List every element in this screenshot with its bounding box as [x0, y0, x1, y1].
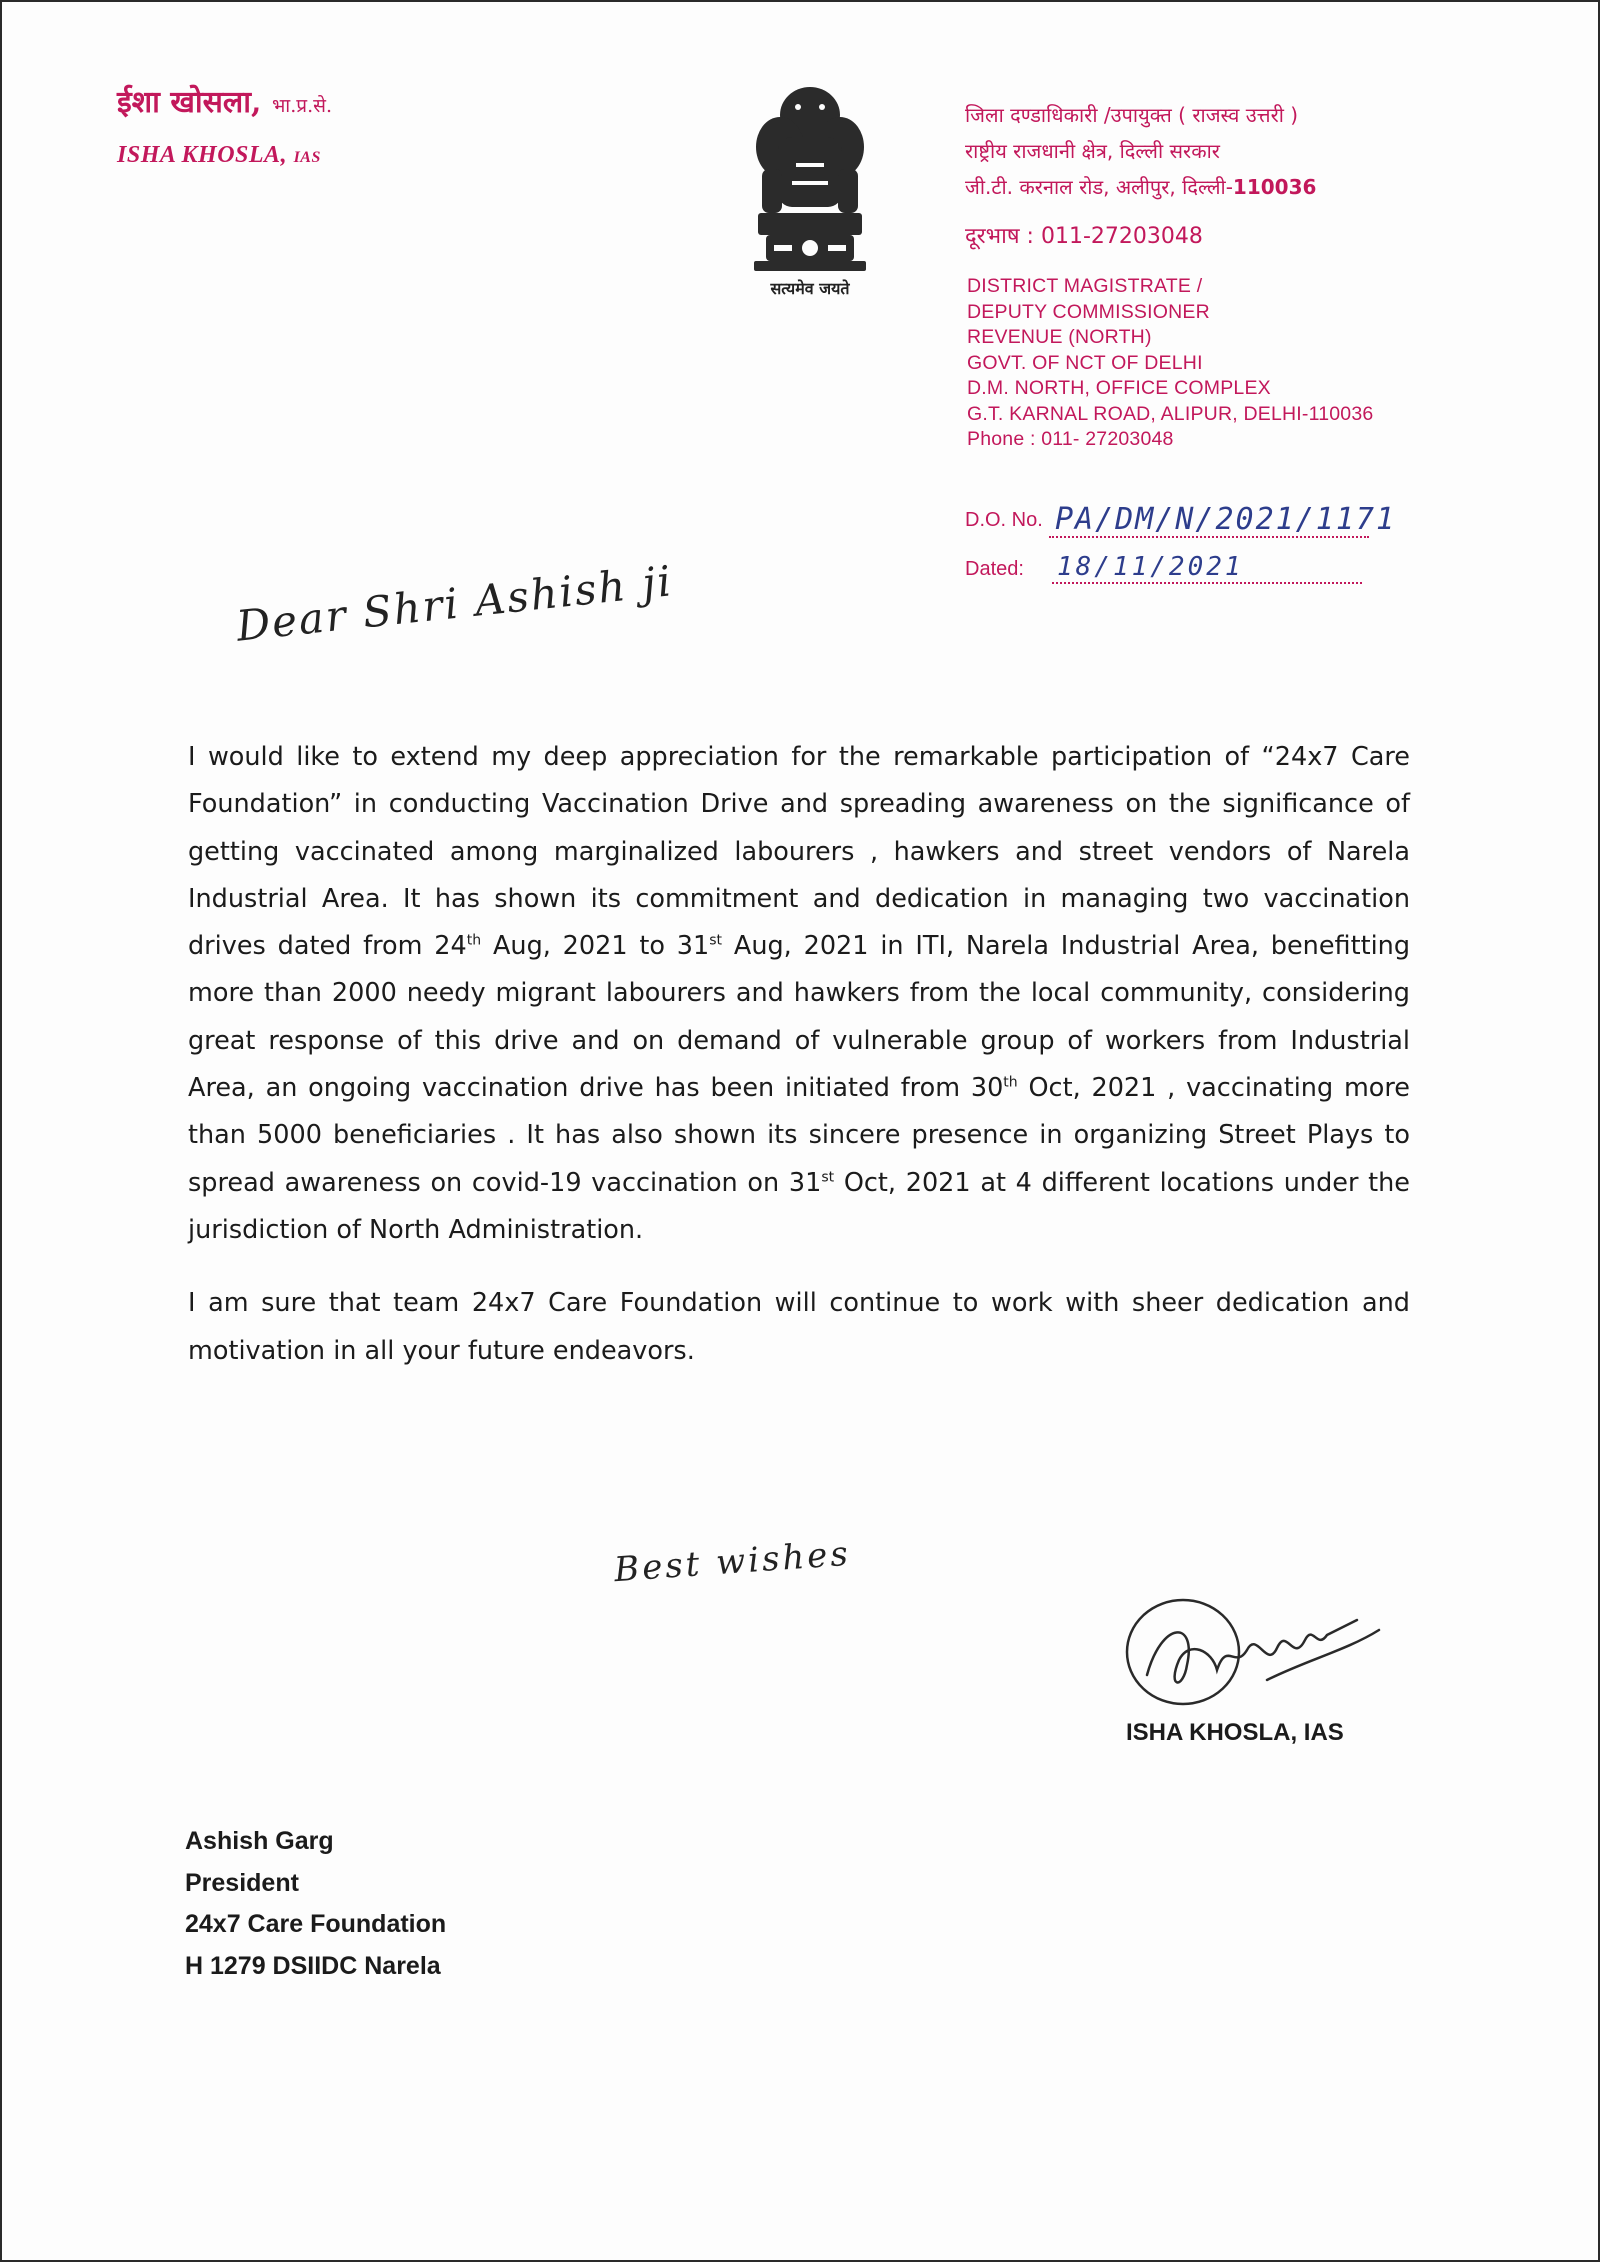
- closing-handwritten: Best wishes: [612, 1533, 853, 1591]
- letter-body: [188, 734, 1410, 1401]
- english-address-line: DEPUTY COMMISSIONER: [967, 300, 1210, 323]
- emblem-motto: सत्यमेव जयते: [770, 279, 850, 298]
- hindi-address-block: [965, 97, 1316, 205]
- recipient-name: Ashish Garg: [185, 1827, 334, 1855]
- hindi-address-line: जी.टी. करनाल रोड, अलीपुर, दिल्ली-110036: [965, 175, 1317, 199]
- hindi-phone: दूरभाष : 011-27203048: [965, 224, 1203, 249]
- english-name-suffix: IAS: [293, 149, 321, 166]
- dated-value: 18/11/2021: [1057, 552, 1244, 582]
- recipient-address-line: H 1279 DSIIDC Narela: [185, 1951, 441, 1980]
- hindi-name-suffix: भा.प्र.से.: [271, 95, 333, 117]
- recipient-designation: President: [185, 1868, 299, 1897]
- hindi-pin: 110036: [1232, 175, 1317, 199]
- recipient-address: [185, 1821, 446, 1987]
- english-address-line: GOVT. OF NCT OF DELHI: [967, 351, 1203, 374]
- english-address-line: REVENUE (NORTH): [967, 326, 1152, 348]
- dated-label: Dated:: [965, 558, 1024, 580]
- salutation: Dear Shri Ashish ji: [234, 556, 676, 651]
- english-phone: Phone : 011- 27203048: [967, 428, 1174, 450]
- dated-dotted-line: [1052, 582, 1362, 584]
- hindi-address-line: जिला दण्डाधिकारी /उपायुक्त ( राजस्व उत्तरी ): [965, 103, 1299, 127]
- state-emblem-icon: [740, 77, 880, 302]
- do-number-label: D.O. No.: [965, 509, 1043, 531]
- signatory-name: ISHA KHOSLA, IAS: [1126, 1719, 1344, 1746]
- letterhead-hindi-name: ईशा खोसला, भा.प्र.से.: [117, 85, 333, 120]
- english-address-block: [967, 274, 1373, 453]
- do-number-dotted-line: [1049, 536, 1369, 538]
- hindi-address-line: राष्ट्रीय राजधानी क्षेत्र, दिल्ली सरकार: [965, 139, 1220, 163]
- english-address-line: D.M. NORTH, OFFICE COMPLEX: [967, 377, 1271, 399]
- signature: [1117, 1580, 1417, 1725]
- letterhead-english-name: ISHA KHOSLA, IAS: [117, 142, 321, 168]
- english-address-line: G.T. KARNAL ROAD, ALIPUR, DELHI-110036: [967, 402, 1374, 425]
- english-address-line: DISTRICT MAGISTRATE /: [967, 275, 1203, 297]
- do-number-value: PA/DM/N/2021/1171: [1055, 502, 1397, 537]
- recipient-organization: 24x7 Care Foundation: [185, 1910, 447, 1938]
- body-paragraph-2: I am sure that team 24x7 Care Foundation will continue to work with sheer dedication and motivation in all your future endeavors.: [188, 1288, 1410, 1366]
- body-paragraph-1: I would like to extend my deep appreciation for the remarkable participation of “24x7 Care Foundation” in conducting Vaccination Drive and spreading awareness on the significance of getting vaccinated among marginalized labourers , hawkers and street vendors of Narela Industrial Area. It has shown its commitment and dedication in managing two vaccination drives dated from 24th Aug, 2021 to 31st Aug, 2021 in ITI, Narela Industrial Area, benefitting more than 2000 needy migrant labourers and hawkers from the local community, considering great response of this drive and on demand of vulnerable group of workers from Industrial Area, an ongoing vaccination drive has been initiated from 30th Oct, 2021 , vaccinating more than 5000 beneficiaries . It has also shown its sincere presence in organizing Street Plays to spread awareness on covid-19 vaccination on 31st Oct, 2021 at 4 different locations under the jurisdiction of North Administration.: [188, 742, 1411, 1245]
